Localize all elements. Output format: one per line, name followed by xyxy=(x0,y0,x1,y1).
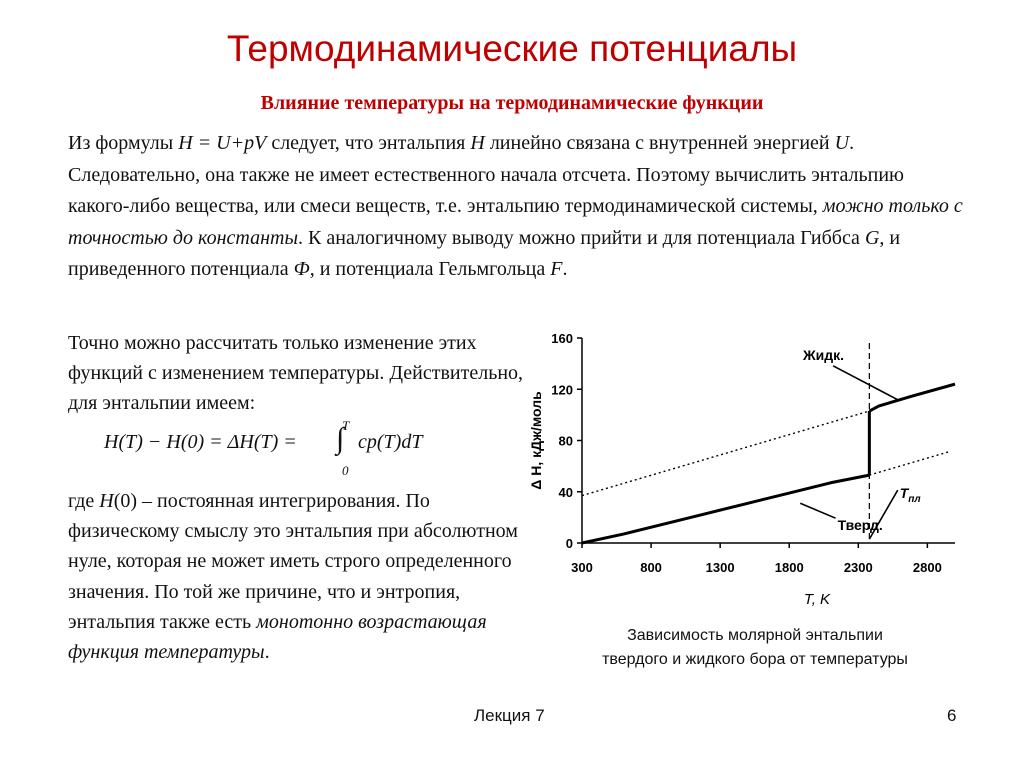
text-segment: , и потенциала Гельмгольца xyxy=(309,258,551,280)
text-segment: где xyxy=(68,490,100,512)
paragraph-enthalpy-intro xyxy=(68,128,968,286)
text-segment: . К аналогичному выводу можно прийти и для потенциала Гиббса xyxy=(298,226,865,249)
enthalpy-integral-formula xyxy=(104,420,524,482)
text-segment: следует, что энтальпия xyxy=(266,132,471,154)
text-segment: . Следовательно, она также не имеет естественного начала отсчета. Поэтому вычислить энтальпию какого-либо вещества, или смеси веществ, т.е. энтальпию термодинамической системы, xyxy=(68,132,904,217)
x-tick-label: 800 xyxy=(640,560,662,575)
formula-integrand: cp(T)dT xyxy=(358,431,423,453)
y-tick-label: 160 xyxy=(551,331,573,346)
annotation-leader-line xyxy=(869,490,897,539)
y-tick-label: 0 xyxy=(565,536,573,551)
annotation-label: Тверд. xyxy=(837,517,883,534)
symbol-g: G xyxy=(864,226,880,249)
annotation-label: $T_{пл}$ xyxy=(899,485,921,506)
text-segment: . xyxy=(264,641,270,664)
footer-lecture: Лекция 7 xyxy=(474,706,545,725)
x-axis-label: T, K xyxy=(803,591,831,608)
text-segment: . xyxy=(562,258,568,280)
integral-sign: ∫ xyxy=(336,422,345,455)
symbol-f: F xyxy=(550,258,563,280)
text-segment: , и приведенного потенциала xyxy=(68,226,901,280)
y-tick-label: 120 xyxy=(551,382,573,398)
emphasis-text: можно только с точностью до константы xyxy=(68,195,963,249)
y-tick-label: 40 xyxy=(558,484,573,500)
integral-lower-limit: 0 xyxy=(342,463,349,478)
annotation-label: Жидк. xyxy=(803,346,845,363)
slide-title: Термодинамические потенциалы xyxy=(226,28,798,69)
y-axis-label: Δ H, кДж/моль xyxy=(528,391,544,490)
page-number: 6 xyxy=(947,706,957,725)
integral-upper-limit: T xyxy=(342,418,350,433)
enthalpy-temperature-chart xyxy=(515,325,965,620)
slide-subtitle: Влияние температуры на термодинамические функции xyxy=(260,92,764,114)
formula-left-side: H(T) − H(0) = ΔH(T) = xyxy=(104,431,297,453)
formula-h-u-pv: H = U+pV xyxy=(178,132,267,154)
series-extrapolated-line xyxy=(869,452,948,475)
caption-line: твердого и жидкого бора от температуры xyxy=(602,651,908,668)
symbol-phi: Ф xyxy=(293,258,310,280)
annotation-leader-line xyxy=(800,503,835,518)
x-tick-label: 1800 xyxy=(774,560,804,575)
x-tick-label: 1300 xyxy=(705,560,735,575)
caption-line: Зависимость молярной энтальпии xyxy=(627,627,883,644)
series-line xyxy=(869,384,955,411)
emphasis-text: монотонно возрастающая функция температуры xyxy=(68,610,487,664)
x-tick-label: 2300 xyxy=(843,560,873,575)
text-segment: (0) – постоянная интегрирования. По физическому смыслу это энтальпия при абсолютном нуле, которая не может иметь строго определенного значения. По той же причине, что и энтропия, энтальпия также есть xyxy=(68,490,518,633)
x-tick-label: 300 xyxy=(571,560,593,575)
symbol-u: U xyxy=(834,132,850,154)
paragraph-integration-constant xyxy=(68,486,538,667)
x-tick-label: 2800 xyxy=(912,560,942,575)
annotation-leader-line xyxy=(833,366,900,401)
text-segment: Из формулы xyxy=(68,132,179,154)
series-line xyxy=(582,475,869,543)
paragraph-change-only: Точно можно рассчитать только изменение этих функций с изменением температуры. Действительно, для энтальпии имеем: xyxy=(68,332,524,414)
text-segment: линейно связана с внутренней энергией xyxy=(484,132,835,154)
symbol-h: H xyxy=(470,132,485,154)
y-tick-label: 80 xyxy=(558,433,573,449)
chart-caption xyxy=(545,624,965,672)
symbol-h: H xyxy=(99,490,114,512)
